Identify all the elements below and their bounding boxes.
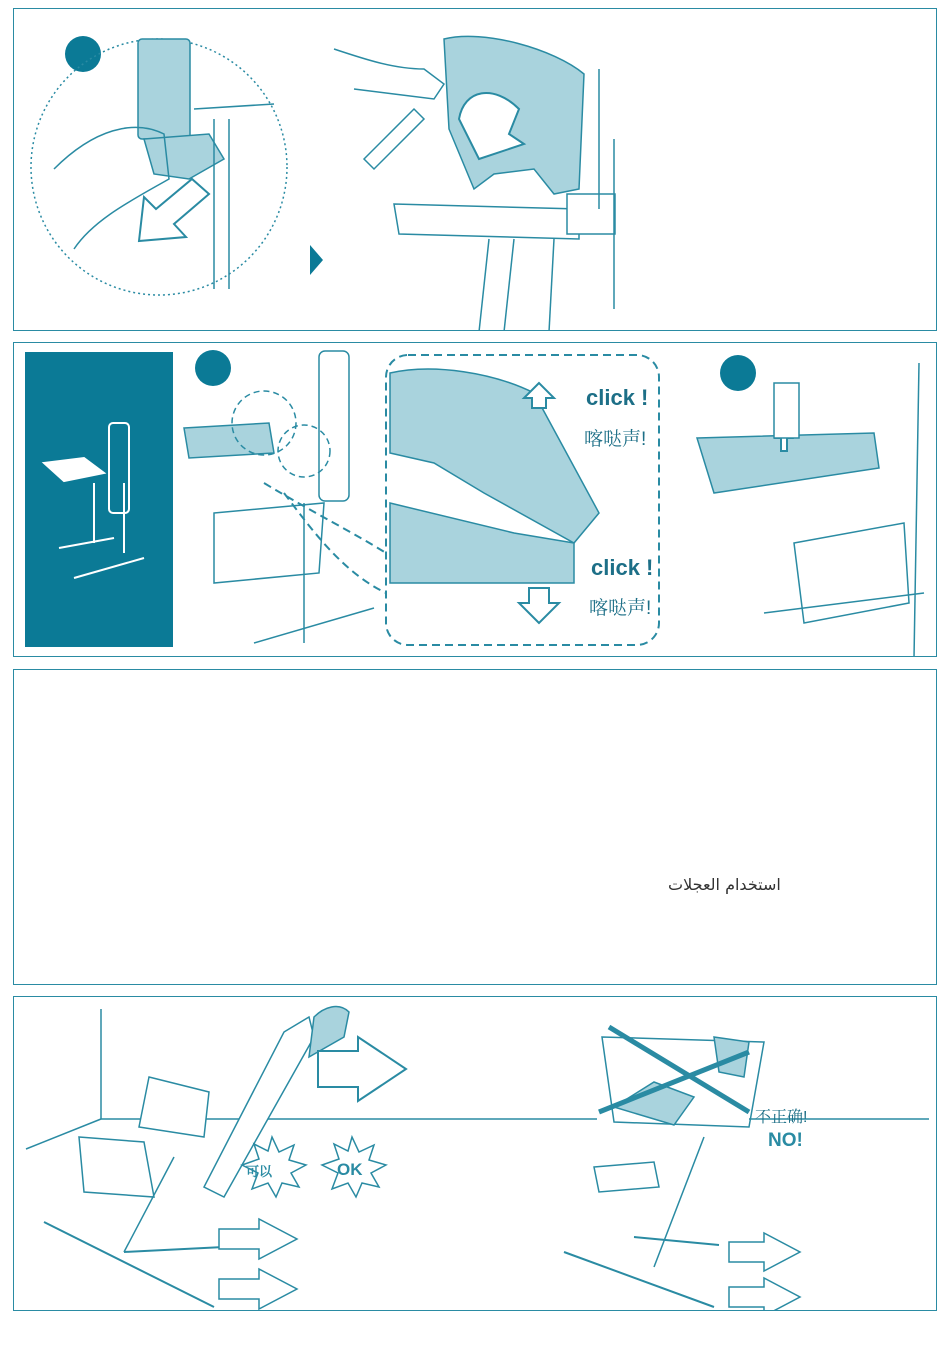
click-cn-label-lower: 喀哒声! [589, 598, 652, 619]
wrong-cn-label: 不正确! [755, 1109, 808, 1126]
step-illustration-remove-tray [14, 9, 937, 331]
step-circle-icon [65, 36, 101, 72]
step-circle-icon [195, 350, 231, 386]
instruction-panel-4 [13, 996, 937, 1311]
arrow-right-small-icon [219, 1269, 297, 1309]
click-label-lower: click ! [591, 555, 654, 580]
next-step-icon [310, 245, 323, 275]
arrow-right-small-icon [729, 1278, 800, 1311]
step-illustration-wheels [14, 997, 937, 1311]
instruction-panel-2 [13, 342, 937, 657]
instruction-panel-1 [13, 8, 937, 331]
arrow-down-left-icon [139, 179, 209, 241]
click-label-upper: click ! [586, 385, 649, 410]
arrow-right-small-icon [729, 1233, 800, 1271]
step-circle-icon [720, 355, 756, 391]
arrow-right-icon [318, 1037, 406, 1101]
arrow-right-small-icon [219, 1219, 297, 1259]
ok-en-label: OK [337, 1160, 363, 1179]
text-panel [13, 669, 937, 985]
arabic-heading: استخدام العجلات [668, 875, 781, 894]
click-cn-label-upper: 喀哒声! [584, 429, 647, 450]
overview-block [25, 352, 173, 647]
wrong-en-label: NO! [768, 1130, 803, 1151]
ok-cn-label: 可以 [246, 1164, 273, 1179]
step-illustration-attach-tray [14, 343, 937, 657]
